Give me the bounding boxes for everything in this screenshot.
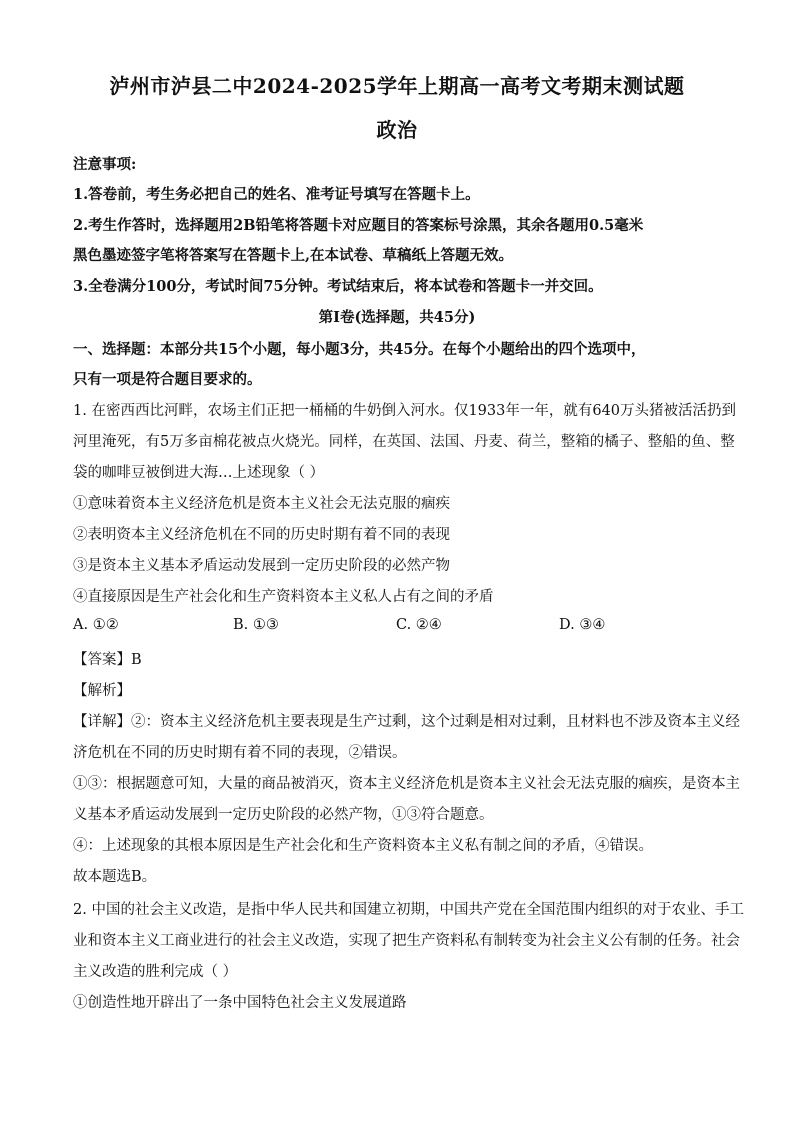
choice-b: B. ①③ — [233, 617, 279, 633]
choice-d: D. ③④ — [559, 617, 606, 633]
question-1-choices — [73, 617, 733, 637]
question-1-stem: 1. 在密西西比河畔，农场主们正把一桶桶的牛奶倒入河水。仅1933年一年，就有640万头猪被活活扔到 — [73, 403, 737, 419]
volume-heading: 第I卷(选择题，共45分) — [318, 309, 476, 326]
notice-item-1: 1.答卷前，考生务必把自己的姓名、准考证号填写在答题卡上。 — [73, 186, 480, 203]
choice-a: A. ①② — [73, 617, 119, 633]
notice-item-2: 2.考生作答时，选择题用2B铅笔将答题卡对应题目的答案标号涂黑，其余各题用0.5毫米 — [73, 217, 644, 234]
detail-paragraph-1: 【详解】②：资本主义经济危机主要表现是生产过剩，这个过剩是相对过剩，且材料也不涉及资本主义经 — [73, 714, 740, 730]
exam-title: 泸州市泸县二中2024-2025学年上期高一高考文考期末测试题 — [109, 74, 685, 98]
choice-c: C. ②④ — [396, 617, 442, 633]
question-2-stem: 2. 中国的社会主义改造，是指中华人民共和国建立初期，中国共产党在全国范围内组织的对于农业、手工 — [73, 902, 744, 918]
notice-item-3: 3.全卷满分100分，考试时间75分钟。考试结束后，将本试卷和答题卡一并交回。 — [73, 278, 603, 295]
question-1-statement-1: ①意味着资本主义经济危机是资本主义社会无法克服的痼疾 — [73, 496, 450, 512]
section-heading-cont: 只有一项是符合题目要求的。 — [73, 371, 262, 388]
question-1-statement-2: ②表明资本主义经济危机在不同的历史时期有着不同的表现 — [73, 527, 450, 543]
section-heading: 一、选择题：本部分共15个小题，每小题3分，共45分。在每个小题给出的四个选项中， — [73, 341, 646, 358]
notice-heading: 注意事项: — [73, 156, 137, 173]
subject-title: 政治 — [376, 118, 418, 142]
question-1-statement-3: ③是资本主义基本矛盾运动发展到一定历史阶段的必然产物 — [73, 558, 450, 574]
analysis-label: 【解析】 — [73, 683, 131, 699]
detail-paragraph-2-cont: 义基本矛盾运动发展到一定历史阶段的必然产物，①③符合题意。 — [73, 807, 494, 823]
question-1-stem-line2: 河里淹死，有5万多亩棉花被点火烧光。同样，在英国、法国、丹麦、荷兰，整箱的橘子、整船的鱼、整 — [73, 434, 735, 450]
detail-paragraph-1-cont: 济危机在不同的历史时期有着不同的表现，②错误。 — [73, 745, 407, 761]
question-2-stem-line3: 主义改造的胜利完成（ ） — [73, 964, 238, 980]
question-1-statement-4: ④直接原因是生产社会化和生产资料资本主义私人占有之间的矛盾 — [73, 589, 494, 605]
question-2-stem-line2: 业和资本主义工商业进行的社会主义改造，实现了把生产资料私有制转变为社会主义公有制的任务。社会 — [73, 933, 740, 949]
question-1-stem-line3: 袋的咖啡豆被倒进大海…上述现象（ ） — [73, 465, 325, 481]
detail-paragraph-2: ①③：根据题意可知，大量的商品被消灭，资本主义经济危机是资本主义社会无法克服的痼疾，是资本主 — [73, 776, 740, 792]
detail-paragraph-3: ④：上述现象的其根本原因是生产社会化和生产资料资本主义私有制之间的矛盾，④错误。 — [73, 838, 653, 854]
notice-item-2-cont: 黑色墨迹签字笔将答案写在答题卡上,在本试卷、草稿纸上答题无效。 — [73, 247, 514, 264]
conclusion-line: 故本题选B。 — [73, 869, 157, 885]
question-2-statement-1: ①创造性地开辟出了一条中国特色社会主义发展道路 — [73, 995, 407, 1011]
answer-label: 【答案】B — [73, 652, 142, 668]
